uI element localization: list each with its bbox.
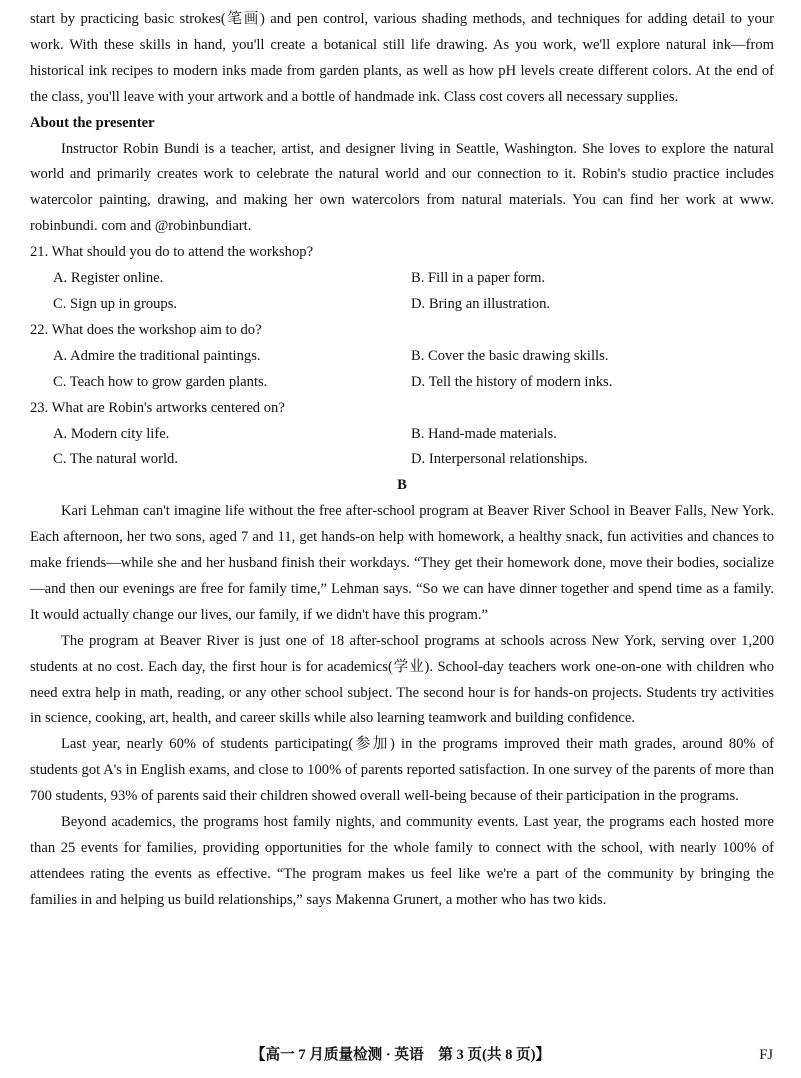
option-b: B. Hand-made materials. (411, 425, 557, 442)
passage-b-paragraph: Last year, nearly 60% of students participating(参加) in the programs improved their math grades, around 80% of students got A's in English exams, and close to 100% of parents reported satisfaction. In one survey of the parents of more than 700 students, 93% of parents said their children showed overall well-being because of their participation in the programs. (30, 736, 774, 805)
option-c: C. Teach how to grow garden plants. (53, 373, 268, 390)
option-b: B. Cover the basic drawing skills. (411, 347, 609, 364)
question-23 (30, 396, 774, 474)
question-stem: 23. What are Robin's artworks centered on? (30, 399, 285, 416)
question-22 (30, 318, 774, 396)
page-footer (0, 1043, 801, 1067)
option-b: B. Fill in a paper form. (411, 270, 546, 287)
options-grid (30, 422, 774, 474)
option-c: C. The natural world. (53, 451, 178, 468)
option-d: D. Interpersonal relationships. (411, 451, 588, 468)
presenter-heading: About the presenter (30, 114, 155, 131)
passage-b-paragraph: Kari Lehman can't imagine life without the free after-school program at Beaver River School in Beaver Falls, New York. Each afternoon, her two sons, aged 7 and 11, get hands-on help with homework, a healthy snack, fun activities and chances to make friends—while she and her husband finish their workdays. “They get their homework done, move their bodies, socialize—and then our evenings are free for family time,” Lehman says. “So we can have dinner together and spend time as a family. It would actually change our lives, our family, if we didn't have this program.” (30, 503, 774, 623)
options-grid (30, 266, 774, 318)
option-d: D. Tell the history of modern inks. (411, 373, 613, 390)
question-stem: 22. What does the workshop aim to do? (30, 321, 262, 338)
section-label: B (397, 477, 407, 494)
option-a: A. Register online. (53, 270, 164, 287)
option-d: D. Bring an illustration. (411, 295, 551, 312)
passage-b-paragraph: Beyond academics, the programs host family nights, and community events. Last year, the programs each hosted more than 25 events for families, providing opportunities for the whole family to connect with the school, with nearly 100% of attendees rating the events as effective. “The program makes us feel like we're a part of the community by bringing the families in and helping us build relationships,” says Makenna Grunert, a mother who has two kids. (30, 814, 774, 908)
exam-page (30, 7, 774, 914)
passage-b-paragraph: The program at Beaver River is just one of 18 after-school programs at schools across New York, serving over 1,200 students at no cost. Each day, the first hour is for academics(学业). School-day teachers work one-on-one with children who need extra help in math, reading, or any other school subject. The second hour is for hands-on projects. Students try activities in science, cooking, art, health, and career skills while also learning teamwork and building confidence. (30, 632, 774, 727)
footer-title: 【高一 7 月质量检测 · 英语 第 3 页(共 8 页)】 (250, 1047, 551, 1063)
question-21 (30, 240, 774, 318)
option-a: A. Admire the traditional paintings. (53, 347, 261, 364)
option-a: A. Modern city life. (53, 425, 170, 442)
option-c: C. Sign up in groups. (53, 295, 178, 312)
presenter-paragraph: Instructor Robin Bundi is a teacher, artist, and designer living in Seattle, Washington. She loves to explore the natural world and primarily creates work to celebrate the natural world and our connection to it. Robin's studio practice includes watercolor painting, drawing, and making her own watercolors from natural materials. You can find her work at www. robinbundi. com and @robinbundiart. (30, 140, 774, 235)
question-stem: 21. What should you do to attend the workshop? (30, 244, 314, 261)
passage-a-paragraph: start by practicing basic strokes(笔画) and pen control, various shading methods, and techniques for adding detail to your work. With these skills in hand, you'll create a botanical still life drawing. As you work, we'll explore natural ink—from historical ink recipes to modern inks made from garden plants, as well as how pH levels create different colors. At the end of the class, you'll leave with your artwork and a bottle of handmade ink. Class cost covers all necessary supplies. (30, 11, 774, 105)
footer-code: FJ (759, 1047, 773, 1063)
options-grid (30, 344, 774, 396)
